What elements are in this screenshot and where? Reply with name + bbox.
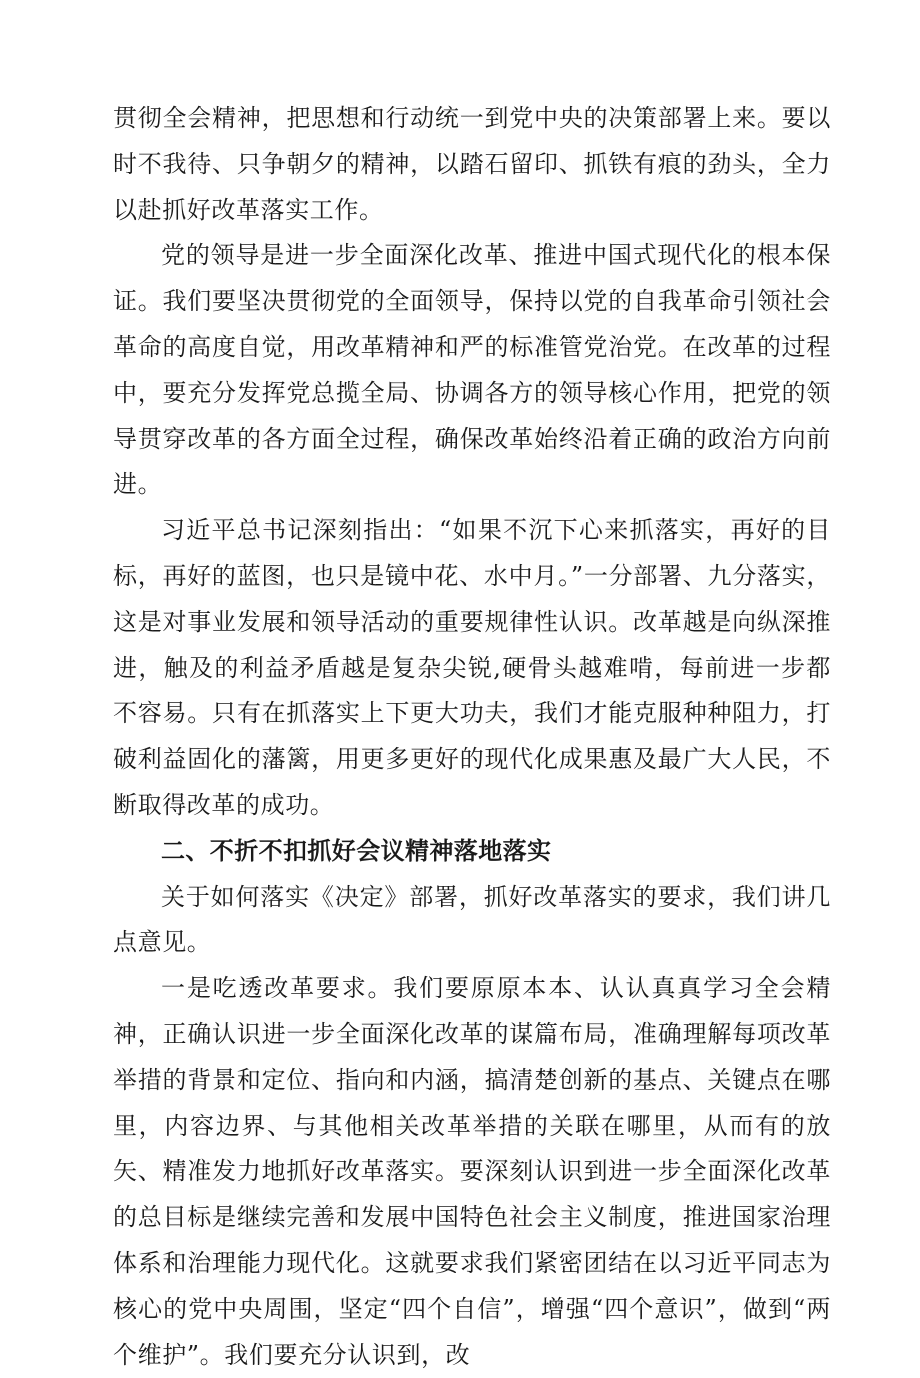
paragraph-implementation-quote: 习近平总书记深刻指出：“如果不沉下心来抓落实，再好的目标，再好的蓝图，也只是镜中花、水中月。”一分部署、九分落实，这是对事业发展和领导活动的重要规律性认识。改革越是向纵深推进，触及的利益矛盾越是复杂尖锐,硬骨头越难啃，每前进一步都不容易。只有在抓落实上下更大功夫，我们才能克服种种阻力，打破利益固化的藩篱，用更多更好的现代化成果惠及最广大人民，不断取得改革的成功。 bbox=[113, 516, 831, 819]
paragraph-opinions-intro: 关于如何落实《决定》部署，抓好改革落实的要求，我们讲几点意见。 bbox=[113, 882, 831, 957]
paragraph-reform-requirements: 一是吃透改革要求。我们要原原本本、认认真真学习全会精神，正确认识进一步全面深化改革的谋篇布局，准确理解每项改革举措的背景和定位、指向和内涵，搞清楚创新的基点、关键点在哪里，内容边界、与其他相关改革举措的关联在哪里，从而有的放矢、精准发力地抓好改革落实。要深刻认识到进一步全面深化改革的总目标是继续完善和发展中国特色社会主义制度，推进国家治理体系和治理能力现代化。这就要求我们紧密团结在以习近平同志为核心的党中央周围，坚定“四个自信”，增强“四个意识”，做到“两个维护”。我们要充分认识到，改 bbox=[113, 974, 831, 1369]
paragraph-continuation: 贯彻全会精神，把思想和行动统一到党中央的决策部署上来。要以时不我待、只争朝夕的精神，以踏石留印、抓铁有痕的劲头，全力以赴抓好改革落实工作。 bbox=[113, 104, 831, 224]
paragraph-party-leadership: 党的领导是进一步全面深化改革、推进中国式现代化的根本保证。我们要坚决贯彻党的全面领导，保持以党的自我革命引领社会革命的高度自觉，用改革精神和严的标准管党治党。在改革的过程中，要充分发挥党总揽全局、协调各方的领导核心作用，把党的领导贯穿改革的各方面全过程，确保改革始终沿着正确的政治方向前进。 bbox=[113, 241, 831, 499]
document-body bbox=[113, 96, 831, 1378]
section-heading: 二、不折不扣抓好会议精神落地落实 bbox=[161, 836, 552, 865]
